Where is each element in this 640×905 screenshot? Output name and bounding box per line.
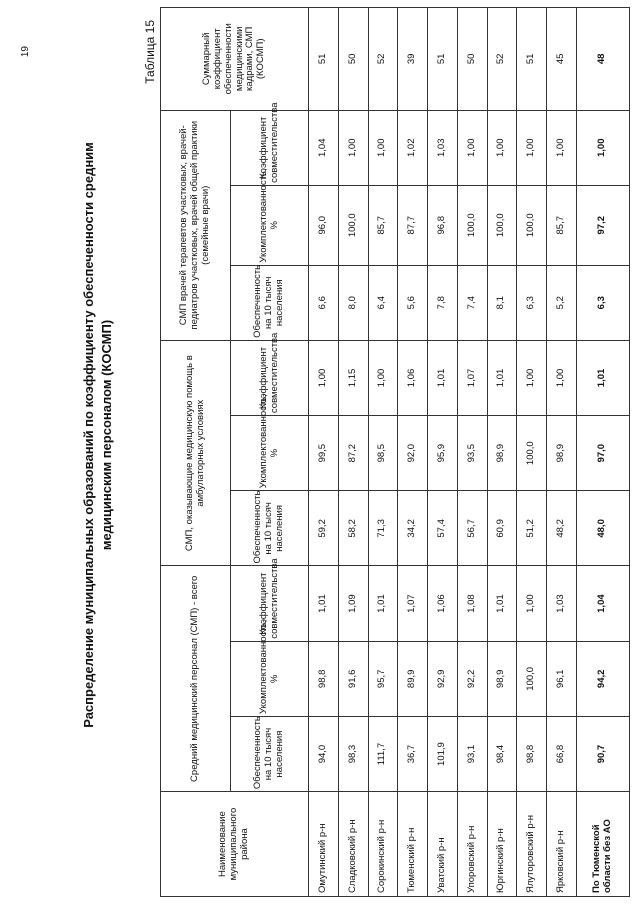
subheader-supply: Обеспеченность на 10 тысяч населения bbox=[231, 716, 309, 791]
table-row bbox=[547, 8, 577, 897]
table-cell: 87,7 bbox=[398, 185, 428, 265]
table-cell: 98,9 bbox=[487, 416, 517, 491]
table-row bbox=[428, 8, 458, 897]
table-cell: 96,8 bbox=[428, 185, 458, 265]
table-cell: 100,0 bbox=[338, 185, 368, 265]
table-body bbox=[309, 8, 630, 897]
district-name: Уватский р-н bbox=[428, 792, 458, 897]
table-row bbox=[338, 8, 368, 897]
district-name: Ялуторовский р-н bbox=[517, 792, 547, 897]
table-cell: 1,09 bbox=[338, 566, 368, 641]
table-cell: 93,5 bbox=[457, 416, 487, 491]
table-cell: 48 bbox=[576, 8, 629, 111]
table-cell: 1,15 bbox=[338, 340, 368, 415]
table-row bbox=[487, 8, 517, 897]
header-group-gp: СМП врачей терапевтов участковых, врачей-педиатров участковых, врачей общей практики (семейные врачи) bbox=[161, 110, 231, 340]
district-name: Ярковский р-н bbox=[547, 792, 577, 897]
district-name: Сладковский р-н bbox=[338, 792, 368, 897]
table-cell: 1,00 bbox=[517, 110, 547, 185]
table-cell: 51 bbox=[309, 8, 339, 111]
table-cell: 95,7 bbox=[368, 641, 398, 716]
data-table-container bbox=[160, 7, 630, 897]
table-cell: 100,0 bbox=[517, 641, 547, 716]
district-name: Сорокинский р-н bbox=[368, 792, 398, 897]
table-cell: 51 bbox=[428, 8, 458, 111]
district-name: Юргинский р-н bbox=[487, 792, 517, 897]
header-group-ambulatory: СМП, оказывающие медицинскую помощь в амбулаторных условиях bbox=[161, 340, 231, 566]
table-cell: 93,1 bbox=[457, 716, 487, 791]
subheader-supply: Обеспеченность на 10 тысяч населения bbox=[231, 491, 309, 566]
table-cell: 8,0 bbox=[338, 265, 368, 340]
subheader-coefficient: Коэффициент совместительства bbox=[231, 566, 309, 641]
district-name: Упоровский р-н bbox=[457, 792, 487, 897]
table-cell: 51 bbox=[517, 8, 547, 111]
subheader-staffing: Укомплектованность, % bbox=[231, 185, 309, 265]
table-cell: 85,7 bbox=[547, 185, 577, 265]
table-cell: 52 bbox=[487, 8, 517, 111]
table-cell: 87,2 bbox=[338, 416, 368, 491]
district-name: Омутинский р-н bbox=[309, 792, 339, 897]
subheader-coefficient: Коэффициент совместительства bbox=[231, 110, 309, 185]
table-cell: 96,0 bbox=[309, 185, 339, 265]
table-cell: 45 bbox=[547, 8, 577, 111]
table-cell: 6,6 bbox=[309, 265, 339, 340]
table-cell: 59,2 bbox=[309, 491, 339, 566]
table-cell: 6,3 bbox=[576, 265, 629, 340]
table-cell: 1,01 bbox=[428, 340, 458, 415]
table-cell: 1,01 bbox=[368, 566, 398, 641]
header-group-all: Средний медицинский персонал (СМП) - всего bbox=[161, 566, 231, 792]
table-cell: 56,7 bbox=[457, 491, 487, 566]
table-row bbox=[368, 8, 398, 897]
table-cell: 58,2 bbox=[338, 491, 368, 566]
table-cell: 97,0 bbox=[576, 416, 629, 491]
table-cell: 101,9 bbox=[428, 716, 458, 791]
table-cell: 1,00 bbox=[368, 110, 398, 185]
table-row bbox=[309, 8, 339, 897]
table-cell: 1,00 bbox=[547, 110, 577, 185]
table-cell: 96,1 bbox=[547, 641, 577, 716]
table-cell: 57,4 bbox=[428, 491, 458, 566]
table-cell: 94,0 bbox=[309, 716, 339, 791]
district-name: Тюменский р-н bbox=[398, 792, 428, 897]
table-label: Таблица 15 bbox=[143, 20, 157, 84]
table-cell: 6,3 bbox=[517, 265, 547, 340]
table-cell: 1,00 bbox=[547, 340, 577, 415]
table-cell: 5,2 bbox=[547, 265, 577, 340]
table-cell: 50 bbox=[457, 8, 487, 111]
table-cell: 100,0 bbox=[487, 185, 517, 265]
table-cell: 98,8 bbox=[517, 716, 547, 791]
table-cell: 1,08 bbox=[457, 566, 487, 641]
table-cell: 85,7 bbox=[368, 185, 398, 265]
table-cell: 52 bbox=[368, 8, 398, 111]
table-cell: 1,00 bbox=[517, 566, 547, 641]
table-row-total bbox=[576, 8, 629, 897]
table-row bbox=[517, 8, 547, 897]
table-cell: 1,07 bbox=[398, 566, 428, 641]
table-cell: 7,8 bbox=[428, 265, 458, 340]
table-cell: 60,9 bbox=[487, 491, 517, 566]
table-cell: 1,04 bbox=[309, 110, 339, 185]
table-cell: 48,0 bbox=[576, 491, 629, 566]
table-cell: 92,9 bbox=[428, 641, 458, 716]
table-cell: 1,03 bbox=[547, 566, 577, 641]
table-cell: 1,01 bbox=[487, 340, 517, 415]
district-name: По Тюменской области без АО bbox=[576, 792, 629, 897]
table-cell: 92,2 bbox=[457, 641, 487, 716]
table-cell: 90,7 bbox=[576, 716, 629, 791]
table-cell: 95,9 bbox=[428, 416, 458, 491]
table-cell: 1,06 bbox=[428, 566, 458, 641]
table-cell: 1,06 bbox=[398, 340, 428, 415]
table-cell: 1,00 bbox=[309, 340, 339, 415]
table-cell: 1,01 bbox=[576, 340, 629, 415]
table-cell: 48,2 bbox=[547, 491, 577, 566]
table-cell: 99,5 bbox=[309, 416, 339, 491]
table-cell: 1,00 bbox=[368, 340, 398, 415]
table-cell: 91,6 bbox=[338, 641, 368, 716]
table-cell: 98,4 bbox=[487, 716, 517, 791]
subheader-staffing: Укомплектованность, % bbox=[231, 416, 309, 491]
table-cell: 1,03 bbox=[428, 110, 458, 185]
subheader-coefficient: Коэффициент совместительства bbox=[231, 340, 309, 415]
table-cell: 66,8 bbox=[547, 716, 577, 791]
table-cell: 1,00 bbox=[576, 110, 629, 185]
table-cell: 98,3 bbox=[338, 716, 368, 791]
table-cell: 97,2 bbox=[576, 185, 629, 265]
table-cell: 98,9 bbox=[547, 416, 577, 491]
table-cell: 1,00 bbox=[457, 110, 487, 185]
subheader-supply: Обеспеченность на 10 тысяч населения bbox=[231, 265, 309, 340]
table-cell: 100,0 bbox=[457, 185, 487, 265]
table-cell: 1,01 bbox=[487, 566, 517, 641]
table-cell: 71,3 bbox=[368, 491, 398, 566]
table-cell: 100,0 bbox=[517, 185, 547, 265]
table-cell: 36,7 bbox=[398, 716, 428, 791]
table-cell: 94,2 bbox=[576, 641, 629, 716]
table-cell: 5,6 bbox=[398, 265, 428, 340]
table-cell: 6,4 bbox=[368, 265, 398, 340]
table-cell: 1,07 bbox=[457, 340, 487, 415]
table-cell: 1,00 bbox=[338, 110, 368, 185]
table-cell: 51,2 bbox=[517, 491, 547, 566]
table-cell: 1,00 bbox=[517, 340, 547, 415]
header-district: Наименование муниципального района bbox=[161, 792, 309, 897]
table-caption: Распределение муниципальных образований по коэффициенту обеспеченности средним медицинским персоналом (КОСМП) bbox=[81, 142, 114, 728]
table-cell: 34,2 bbox=[398, 491, 428, 566]
data-table bbox=[160, 7, 630, 897]
table-cell: 100,0 bbox=[517, 416, 547, 491]
table-cell: 39 bbox=[398, 8, 428, 111]
page-number: 19 bbox=[20, 46, 31, 58]
subheader-staffing: Укомплектованность, % bbox=[231, 641, 309, 716]
table-cell: 92,0 bbox=[398, 416, 428, 491]
table-cell: 8,1 bbox=[487, 265, 517, 340]
table-row bbox=[457, 8, 487, 897]
table-cell: 1,01 bbox=[309, 566, 339, 641]
header-summary: Суммарный коэффициент обеспеченности медицинскими кадрами, СМП (КОСМП) bbox=[161, 8, 309, 111]
table-row bbox=[398, 8, 428, 897]
table-cell: 111,7 bbox=[368, 716, 398, 791]
table-cell: 50 bbox=[338, 8, 368, 111]
table-cell: 7,4 bbox=[457, 265, 487, 340]
table-cell: 98,9 bbox=[487, 641, 517, 716]
table-cell: 89,9 bbox=[398, 641, 428, 716]
table-cell: 98,5 bbox=[368, 416, 398, 491]
table-cell: 1,02 bbox=[398, 110, 428, 185]
table-cell: 1,04 bbox=[576, 566, 629, 641]
table-cell: 1,00 bbox=[487, 110, 517, 185]
table-cell: 98,8 bbox=[309, 641, 339, 716]
